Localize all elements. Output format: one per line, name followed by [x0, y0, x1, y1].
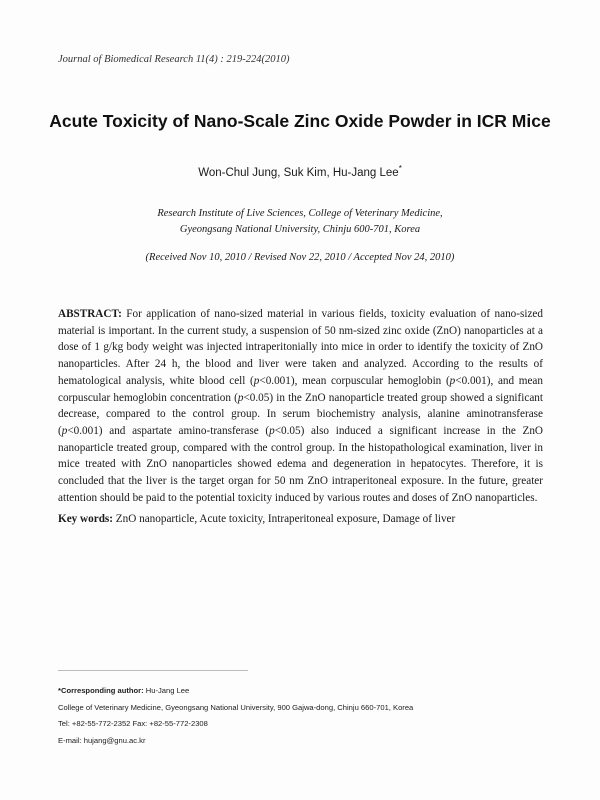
corresponding-label: *Corresponding author: — [58, 686, 144, 695]
p-symbol: p — [61, 424, 68, 437]
p-symbol: p — [237, 391, 244, 404]
corresponding-mark: * — [398, 164, 402, 173]
author-address: College of Veterinary Medicine, Gyeongsang National University, 900 Gajwa-dong, Chinju 660-701, Korea — [58, 702, 414, 712]
abstract-text-3: <0.001), and mean corpuscular hemoglobin concentration ( — [58, 374, 543, 404]
abstract-text-5: <0.001) and aspartate amino-transferase ( — [67, 424, 270, 437]
abstract-label: ABSTRACT: — [58, 308, 122, 320]
footnote-divider — [58, 670, 248, 671]
abstract-text-6: <0.05) also induced a significant increase in the ZnO nanoparticle treated group, compared with the control group. In the histopathological examination, liver in mice treated with ZnO nanoparticles showed edema and degeneration in hepatocytes. Therefore, it is concluded that the liver is the target organ for 50 nm ZnO intraperitoneal exposure. In the future, greater attention should be paid to the potential toxicity induced by various routes and doses of ZnO nanoparticles. — [58, 424, 543, 504]
author-phone: Tel: +82-55-772-2352 Fax: +82-55-772-2308 — [58, 719, 208, 728]
abstract — [58, 306, 543, 506]
abstract-text-2: <0.001), mean corpuscular hemoglobin ( — [259, 374, 450, 387]
corresponding-author — [58, 683, 558, 700]
author-email: E-mail: hujang@gnu.ac.kr — [58, 735, 146, 745]
abstract-text-4: <0.05) in the ZnO nanoparticle treated group showed a significant decrease, compared to the control group. In serum biochemistry analysis, alanine aminotransferase ( — [58, 391, 543, 437]
p-symbol: p — [449, 374, 456, 387]
affiliation-line-1: Research Institute of Live Sciences, College of Veterinary Medicine, — [157, 208, 443, 219]
author-list — [30, 164, 570, 179]
affiliation-line-2: Gyeongsang National University, Chinju 600-701, Korea — [179, 224, 421, 235]
journal-citation: Journal of Biomedical Research 11(4) : 219-224(2010) — [58, 54, 290, 65]
affiliation — [30, 206, 570, 238]
keywords-label: Key words: — [58, 513, 113, 525]
abstract-text-1: For application of nano-sized material in various fields, toxicity evaluation of nano-sized material is important. In the current study, a suspension of 50 nm-sized zinc oxide (ZnO) nanoparticles at a dose of 1 g/kg body weight was injected intraperitonially into mice in order to identify the toxicity of ZnO nanoparticles. After 24 h, the blood and liver were taken and analyzed. According to the results of hematological analysis, white blood cell ( — [58, 308, 543, 387]
corresponding-name: Hu-Jang Lee — [143, 686, 190, 695]
keywords-text: ZnO nanoparticle, Acute toxicity, Intraperitoneal exposure, Damage of liver — [113, 513, 456, 525]
paper-title: Acute Toxicity of Nano-Scale Zinc Oxide Powder in ICR Mice — [49, 111, 551, 131]
p-symbol: p — [253, 374, 260, 387]
author-names: Won-Chul Jung, Suk Kim, Hu-Jang Lee — [198, 166, 399, 179]
submission-dates: (Received Nov 10, 2010 / Revised Nov 22, 2010 / Accepted Nov 24, 2010) — [145, 252, 455, 263]
p-symbol: p — [269, 424, 275, 437]
footnote — [58, 683, 558, 749]
keywords — [58, 513, 543, 525]
